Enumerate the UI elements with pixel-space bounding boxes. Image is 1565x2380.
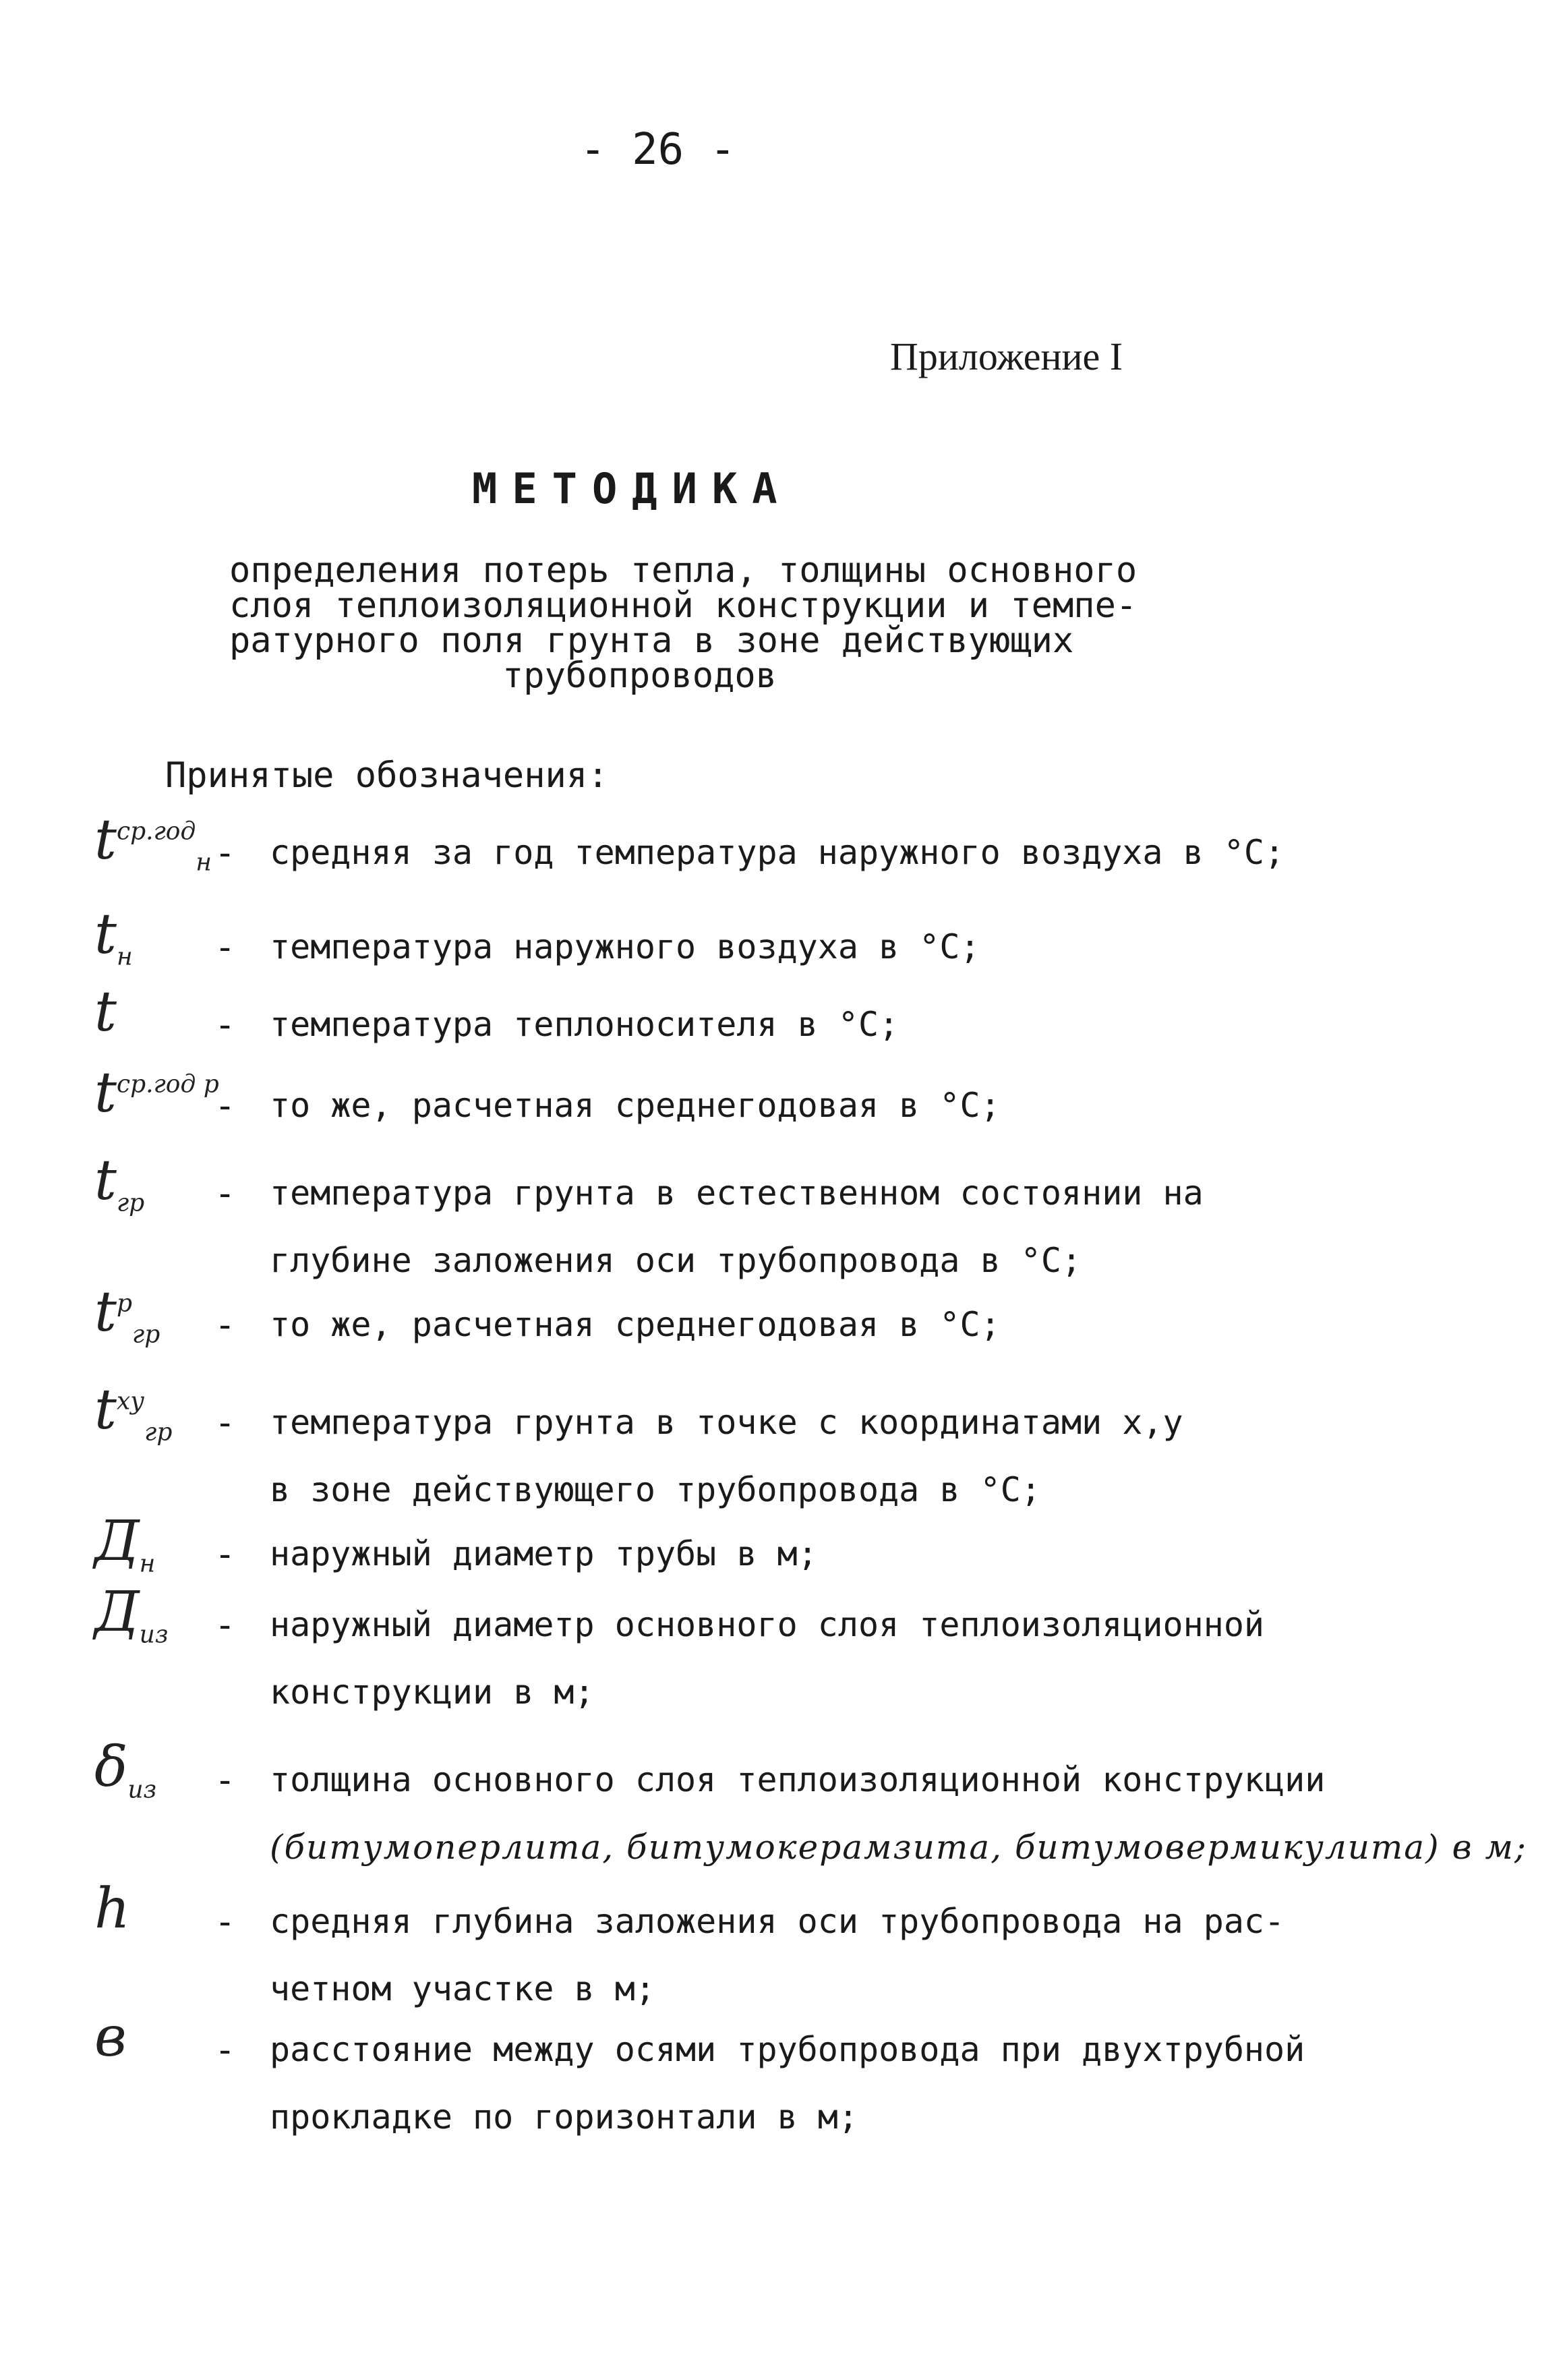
notation-definition: средняя за год температура наружного воздуха в °С; <box>270 833 1285 872</box>
notation-dash: - <box>214 1534 236 1575</box>
notation-dash: - <box>214 2030 236 2070</box>
notation-symbol: $Д_{из}$ <box>94 1580 169 1649</box>
notation-definition: четном участке в м; <box>270 1969 655 2008</box>
notation-definition: прокладке по горизонтали в м; <box>270 2097 858 2137</box>
notation-symbol: h <box>94 1877 130 1941</box>
notation-definition: температура грунта в точке с координатами х,у <box>270 1403 1183 1442</box>
notation-symbol: $t^{ср.год}_н$ <box>94 808 212 877</box>
symbol-superscript: ср.год р <box>116 1070 219 1099</box>
symbol-subscript: гр <box>116 1189 145 1217</box>
symbol-subscript: из <box>139 1621 169 1649</box>
notation-dash: - <box>214 1760 236 1801</box>
notation-symbol: в <box>94 2005 127 2069</box>
notation-definition: в зоне действующего трубопровода в °С; <box>270 1470 1041 1509</box>
notation-dash: - <box>214 1305 236 1345</box>
notation-dash: - <box>214 1005 236 1045</box>
notation-definition: то же, расчетная среднегодовая в °С; <box>270 1086 1001 1125</box>
appendix-label: Приложение I <box>890 335 1123 378</box>
symbol-superscript: ху <box>116 1387 145 1416</box>
notation-definition: толщина основного слоя теплоизоляционной конструкции <box>270 1760 1326 1799</box>
symbol-subscript: н <box>116 943 133 971</box>
symbol-subscript: н <box>139 1550 156 1578</box>
notation-definition: расстояние между осями трубопровода при двухтрубной <box>270 2030 1305 2069</box>
notation-definition: температура теплоносителя в °С; <box>270 1005 899 1044</box>
notation-definition: конструкции в м; <box>270 1673 595 1712</box>
notation-symbol: $Д_н$ <box>94 1509 156 1578</box>
notation-definition: температура грунта в естественном состоянии на <box>270 1173 1204 1213</box>
symbol-subscript: гр <box>144 1418 173 1447</box>
legend-heading: Принятые обозначения: <box>165 755 609 796</box>
notation-definition: наружный диаметр трубы в м; <box>270 1534 818 1573</box>
notation-definition: глубине заложения оси трубопровода в °С; <box>270 1241 1082 1280</box>
subtitle-line: слоя теплоизоляционной конструкции и темпе- <box>229 585 1138 626</box>
notation-dash: - <box>214 1902 236 1942</box>
notation-symbol: $t_{гр}$ <box>94 1149 145 1217</box>
notation-symbol: $\delta_{из}$ <box>94 1735 157 1804</box>
symbol-subscript: из <box>127 1776 157 1804</box>
notation-dash: - <box>214 927 236 968</box>
notation-definition: средняя глубина заложения оси трубопровода на рас- <box>270 1902 1285 1941</box>
subtitle-line: трубопроводов <box>502 656 777 696</box>
notation-dash: - <box>214 1403 236 1443</box>
subtitle-line: определения потерь тепла, толщины основного <box>229 550 1138 591</box>
notation-dash: - <box>214 1173 236 1214</box>
notation-symbol: $t_н$ <box>94 902 133 971</box>
symbol-subscript: н <box>196 848 212 877</box>
handwritten-note: (битумоперлита, битумокерамзита, битумовермикулита) в м; <box>270 1828 1527 1867</box>
notation-dash: - <box>214 1605 236 1646</box>
notation-definition: то же, расчетная среднегодовая в °С; <box>270 1305 1001 1344</box>
notation-dash: - <box>214 1086 236 1126</box>
document-subtitle <box>229 550 1138 696</box>
symbol-superscript: ср.год <box>116 817 196 846</box>
notation-definition: температура наружного воздуха в °С; <box>270 927 980 966</box>
page-number: - 26 - <box>580 125 736 175</box>
document-title: МЕТОДИКА <box>472 464 792 513</box>
notation-symbol: $t^{ху}_{гр}$ <box>94 1378 173 1447</box>
notation-dash: - <box>214 833 236 873</box>
notation-symbol: $t^р_{гр}$ <box>94 1280 160 1349</box>
notation-symbol: $t^{ср.год р}$ <box>94 1061 219 1125</box>
symbol-superscript: р <box>116 1289 132 1318</box>
notation-definition: наружный диаметр основного слоя теплоизоляционной <box>270 1605 1265 1644</box>
notation-symbol: t <box>94 980 117 1044</box>
subtitle-line: ратурного поля грунта в зоне действующих <box>229 620 1074 661</box>
symbol-subscript: гр <box>132 1320 160 1349</box>
